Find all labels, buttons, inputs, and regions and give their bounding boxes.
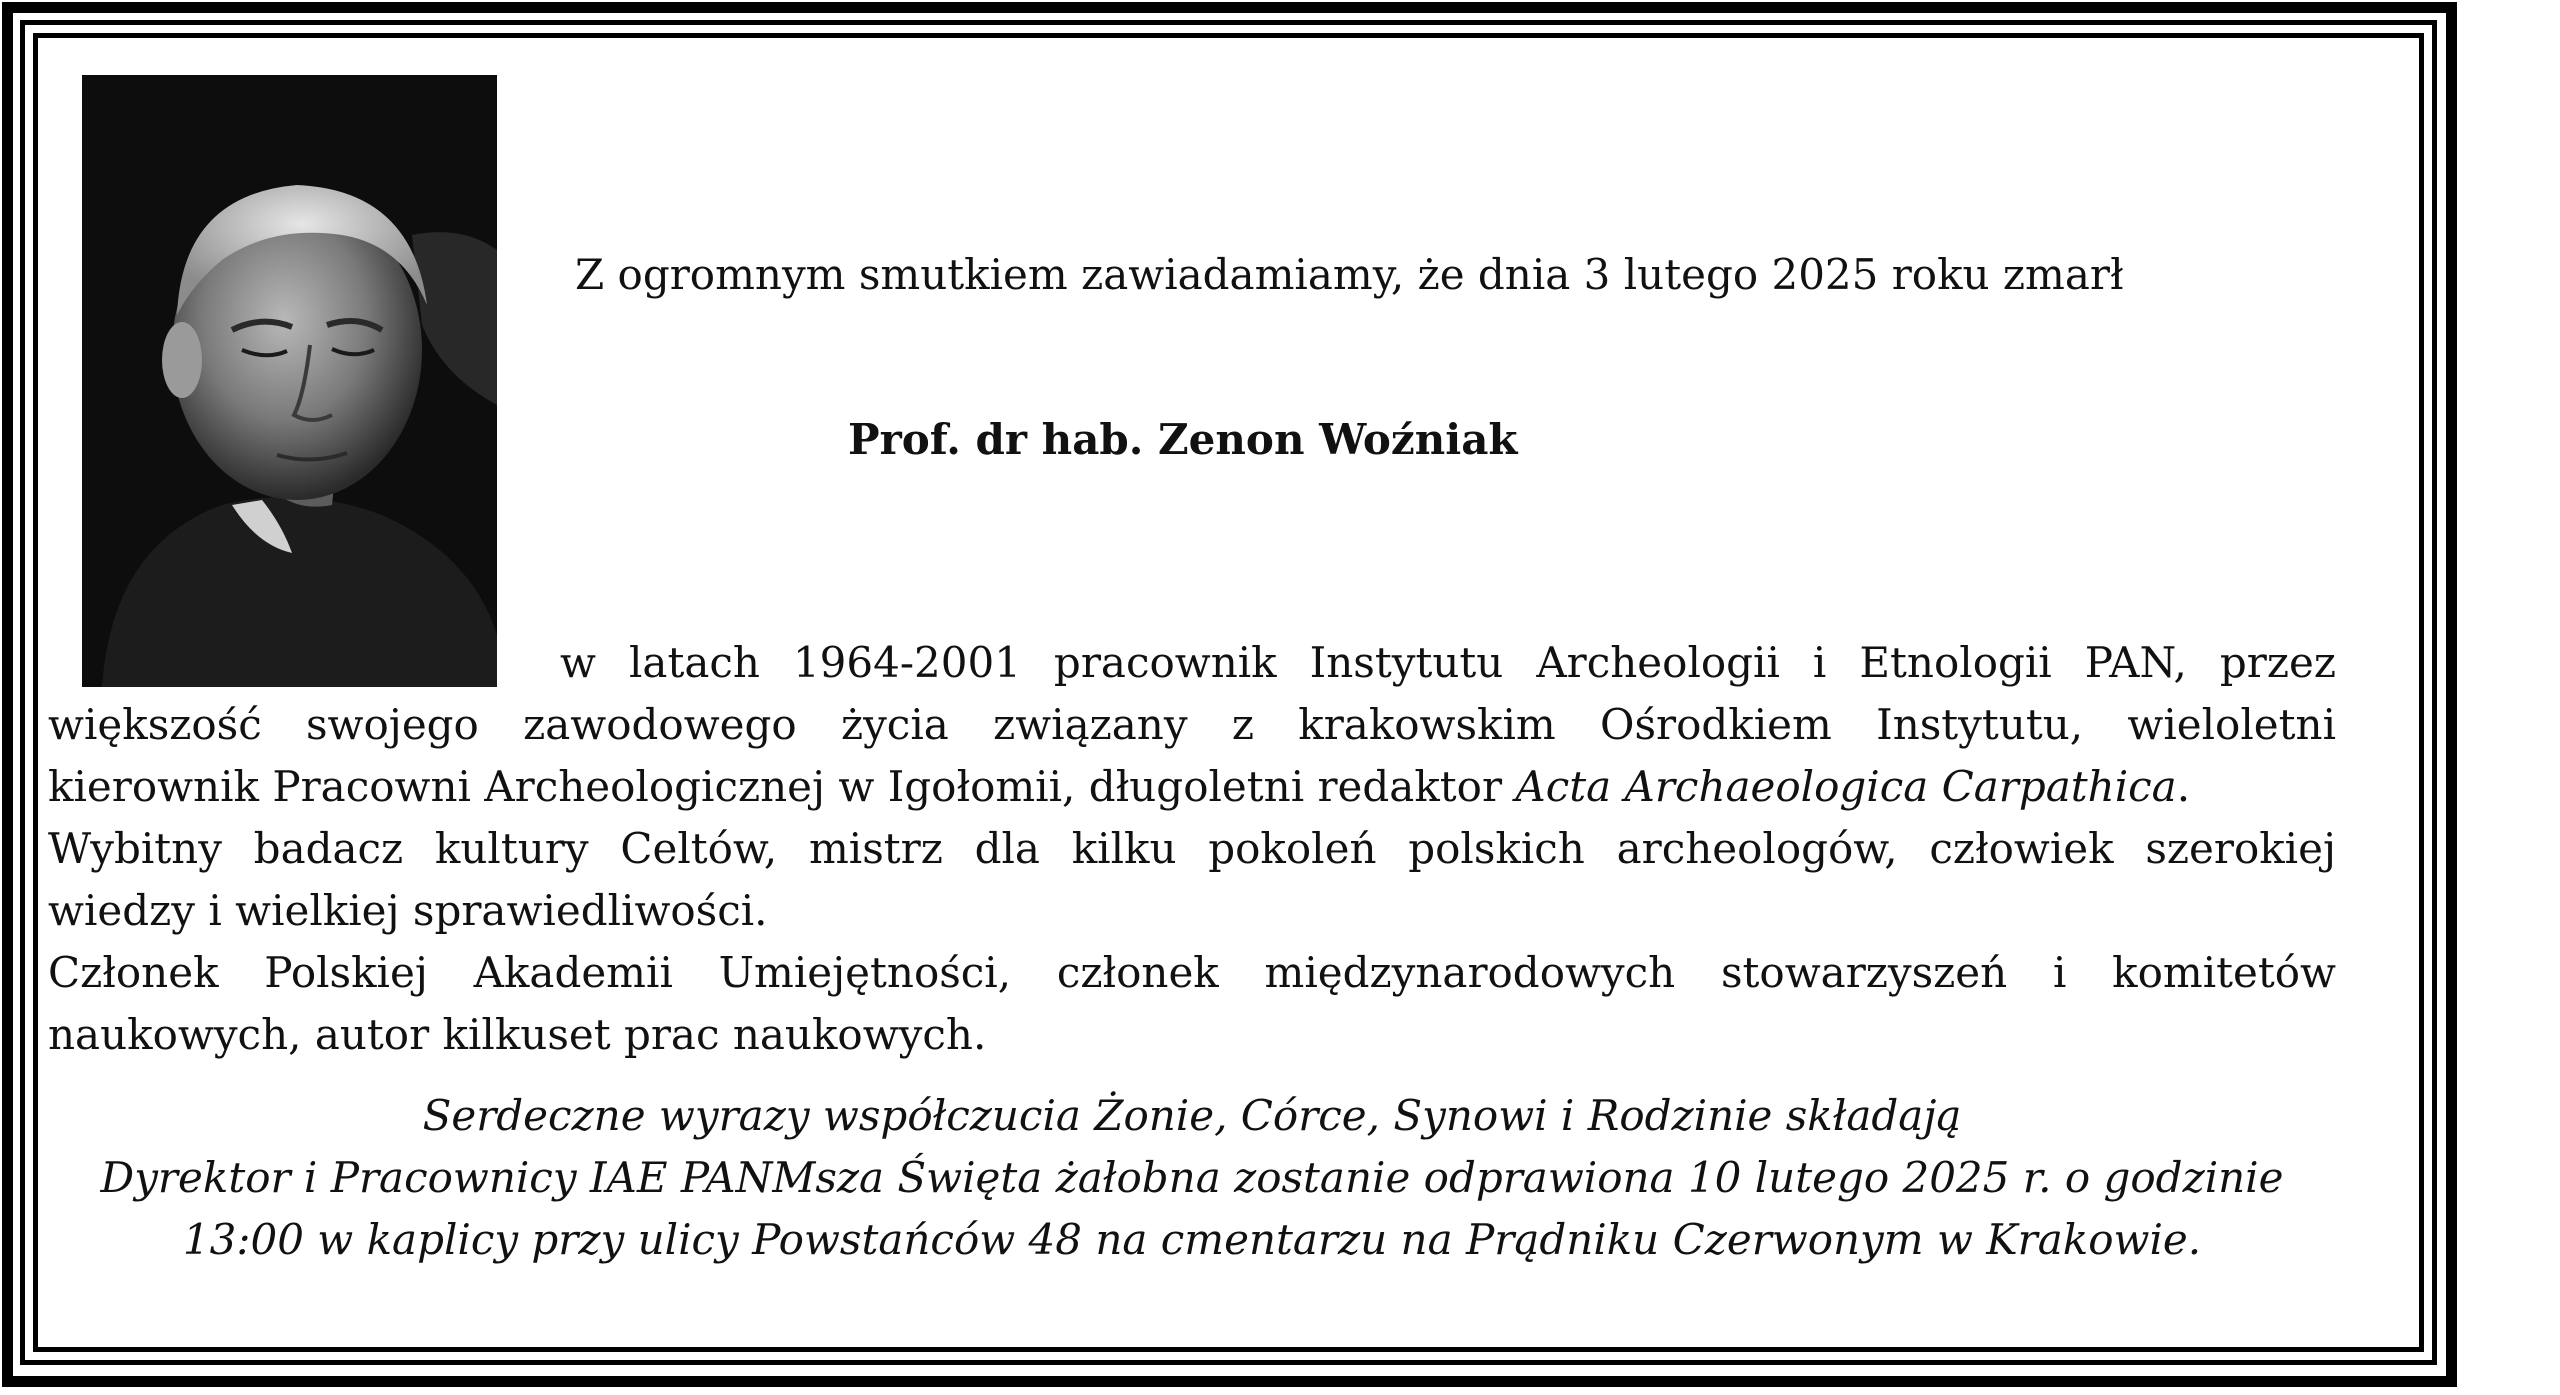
biography-text: kierownik Pracowni Archeologicznej w Igołomii, długoletni redaktor bbox=[48, 762, 1503, 811]
journal-title: Acta Archaeologica Carpathica bbox=[1515, 762, 2177, 811]
biography-line: Członek Polskiej Akademii Umiejętności, członek międzynarodowych stowarzyszeń i komitetów bbox=[48, 948, 2336, 997]
biography-line: większość swojego zawodowego życia związany z krakowskim Ośrodkiem Instytutu, wieloletni bbox=[48, 700, 2336, 749]
biography-line: wiedzy i wielkiej sprawiedliwości. bbox=[48, 886, 768, 935]
condolence-line: 13:00 w kaplicy przy ulicy Powstańców 48 na cmentarzu na Prądniku Czerwonym w Krakowie. bbox=[182, 1215, 2202, 1264]
biography-line: Wybitny badacz kultury Celtów, mistrz dla kilku pokoleń polskich archeologów, człowiek szerokiej bbox=[48, 824, 2336, 873]
portrait-photo bbox=[82, 75, 497, 687]
condolence-message bbox=[48, 1085, 2336, 1271]
biography-line: naukowych, autor kilkuset prac naukowych. bbox=[48, 1010, 987, 1059]
deceased-name: Prof. dr hab. Zenon Woźniak bbox=[848, 415, 1518, 464]
condolence-line: Dyrektor i Pracownicy IAE PANMsza Święta żałobna zostanie odprawiona 10 lutego 2025 r. o godzinie bbox=[100, 1153, 2284, 1202]
journal-suffix: . bbox=[2176, 762, 2191, 811]
biography-line: w latach 1964-2001 pracownik Instytutu Archeologii i Etnologii PAN, przez bbox=[560, 638, 2336, 687]
portrait-photo-icon bbox=[82, 75, 497, 687]
biography bbox=[48, 632, 2336, 1066]
biography-line bbox=[48, 756, 2336, 818]
announcement-intro: Z ogromnym smutkiem zawiadamiamy, że dnia 3 lutego 2025 roku zmarł bbox=[575, 250, 2124, 299]
condolence-line: Serdeczne wyrazy współczucia Żonie, Córce, Synowi i Rodzinie składają bbox=[422, 1091, 1962, 1140]
